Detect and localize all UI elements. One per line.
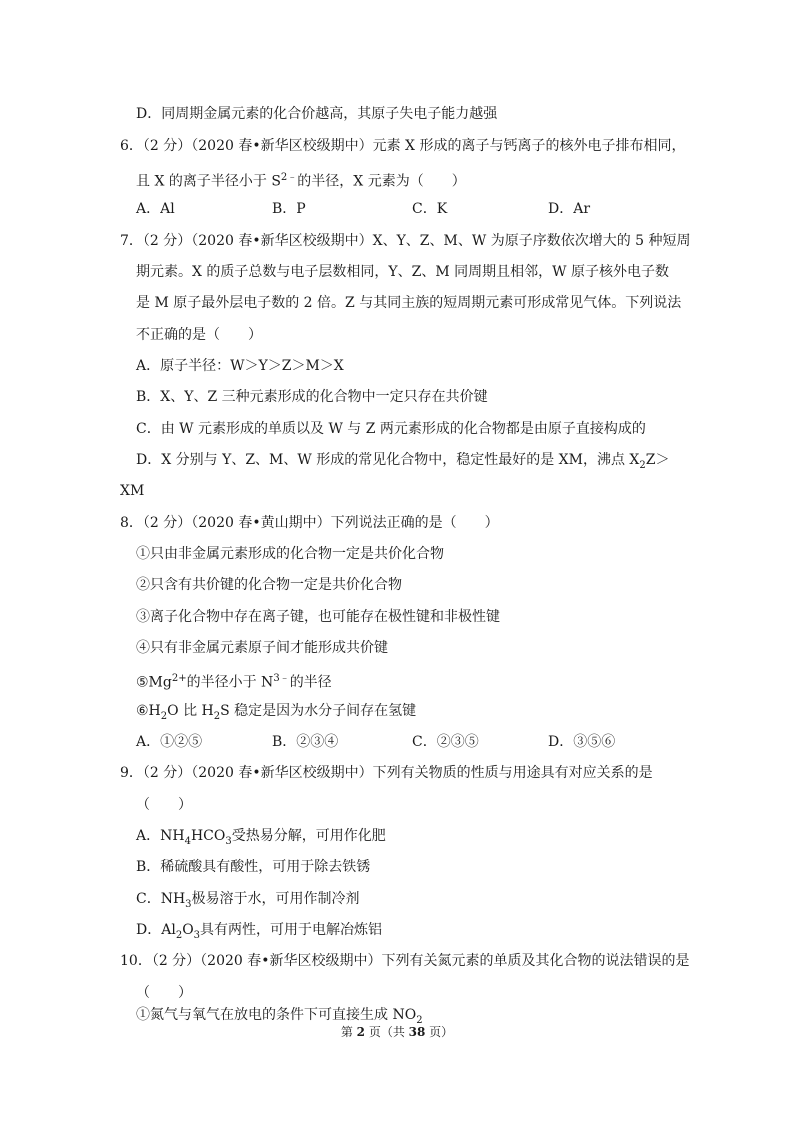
q8-statement-2: ②只含有共价键的化合物一定是共价化合物 bbox=[136, 577, 402, 593]
q8-option-d: D．③⑤⑥ bbox=[548, 734, 616, 750]
q6-option-b: B．P bbox=[272, 201, 306, 217]
q7-stem-line2: 期元素。X 的质子总数与电子层数相同，Y、Z、M 同周期且相邻，W 原子核外电子数 bbox=[136, 264, 670, 280]
q8-statement-5: $⑤Mg^{2+}$的半径小于 $N^{3﹣}$的半径 bbox=[136, 673, 332, 691]
q7-option-c: C．由 W 元素形成的单质以及 W 与 Z 两元素形成的化合物都是由原子直接构成的 bbox=[136, 421, 646, 437]
q8-statement-6: $⑥H_2O$ 比 $H_2S$ 稳定是因为水分子间存在氢键 bbox=[136, 703, 417, 722]
q6-stem-line2: 且 X 的离子半径小于 $S^{2﹣}$的半径，X 元素为（ ） bbox=[136, 172, 466, 190]
q7-option-b: B．X、Y、Z 三种元素形成的化合物中一定只存在共价键 bbox=[136, 389, 488, 405]
q9-option-b: B．稀硫酸具有酸性，可用于除去铁锈 bbox=[136, 859, 371, 875]
q6-option-c: C．K bbox=[412, 201, 448, 217]
q6-option-d: D．Ar bbox=[548, 201, 591, 217]
q8-statement-1: ①只由非金属元素形成的化合物一定是共价化合物 bbox=[136, 546, 444, 562]
q10-stem-line2: （ ） bbox=[136, 985, 192, 1001]
q8-option-a: A．①②⑤ bbox=[136, 734, 203, 750]
q6-stem-line1: 6．（2 分）（2020 春•新华区校级期中）元素 X 形成的离子与钙离子的核外电子排布相同， bbox=[120, 138, 686, 154]
q7-option-a: A．原子半径：W＞Y＞Z＞M＞X bbox=[136, 358, 344, 374]
q9-stem-line2: （ ） bbox=[136, 797, 192, 813]
q9-option-d: D．$Al_2O_3$具有两性，可用于电解冶炼铝 bbox=[136, 922, 383, 941]
q8-option-c: C．②③⑤ bbox=[412, 734, 479, 750]
q7-stem-line4: 不正确的是（ ） bbox=[136, 327, 262, 343]
q5-option-d: D．同周期金属元素的化合价越高，其原子失电子能力越强 bbox=[136, 106, 498, 122]
q10-stem-line1: 10．（2 分）（2020 春•新华区校级期中）下列有关氮元素的单质及其化合物的说法错误的是 bbox=[120, 953, 690, 969]
q9-option-c: C．$NH_3$极易溶于水，可用作制冷剂 bbox=[136, 891, 360, 910]
q6-option-a: A．Al bbox=[136, 201, 175, 217]
q7-option-d-cont: XM bbox=[120, 483, 145, 499]
q8-option-b: B．②③④ bbox=[272, 734, 339, 750]
q8-statement-3: ③离子化合物中存在离子键，也可能存在极性键和非极性键 bbox=[136, 609, 500, 625]
page-footer: 第 2 页（共 38 页） bbox=[340, 1025, 454, 1039]
q8-statement-4: ④只有非金属元素原子间才能形成共价键 bbox=[136, 640, 388, 656]
page-number: 2 bbox=[356, 1025, 365, 1039]
page-total: 38 bbox=[408, 1025, 426, 1039]
q7-option-d: D．X 分别与 Y、Z、M、W 形成的常见化合物中，稳定性最好的是 XM，沸点 $X_2Z>$ bbox=[136, 452, 670, 471]
q9-option-a: A．$NH_4HCO_3$受热易分解，可用作化肥 bbox=[136, 828, 386, 847]
q10-statement-1: ①氮气与氧气在放电的条件下可直接生成 $NO_2$ bbox=[136, 1007, 423, 1026]
q7-stem-line3: 是 M 原子最外层电子数的 2 倍。Z 与其同主族的短周期元素可形成常见气体。下列说法 bbox=[136, 295, 682, 311]
q9-stem-line1: 9．（2 分）（2020 春•新华区校级期中）下列有关物质的性质与用途具有对应关系的是 bbox=[120, 765, 653, 781]
q7-stem-line1: 7．（2 分）（2020 春•新华区校级期中）X、Y、Z、M、W 为原子序数依次增大的 5 种短周 bbox=[120, 233, 691, 249]
q8-stem: 8．（2 分）（2020 春•黄山期中）下列说法正确的是（ ） bbox=[120, 515, 499, 531]
